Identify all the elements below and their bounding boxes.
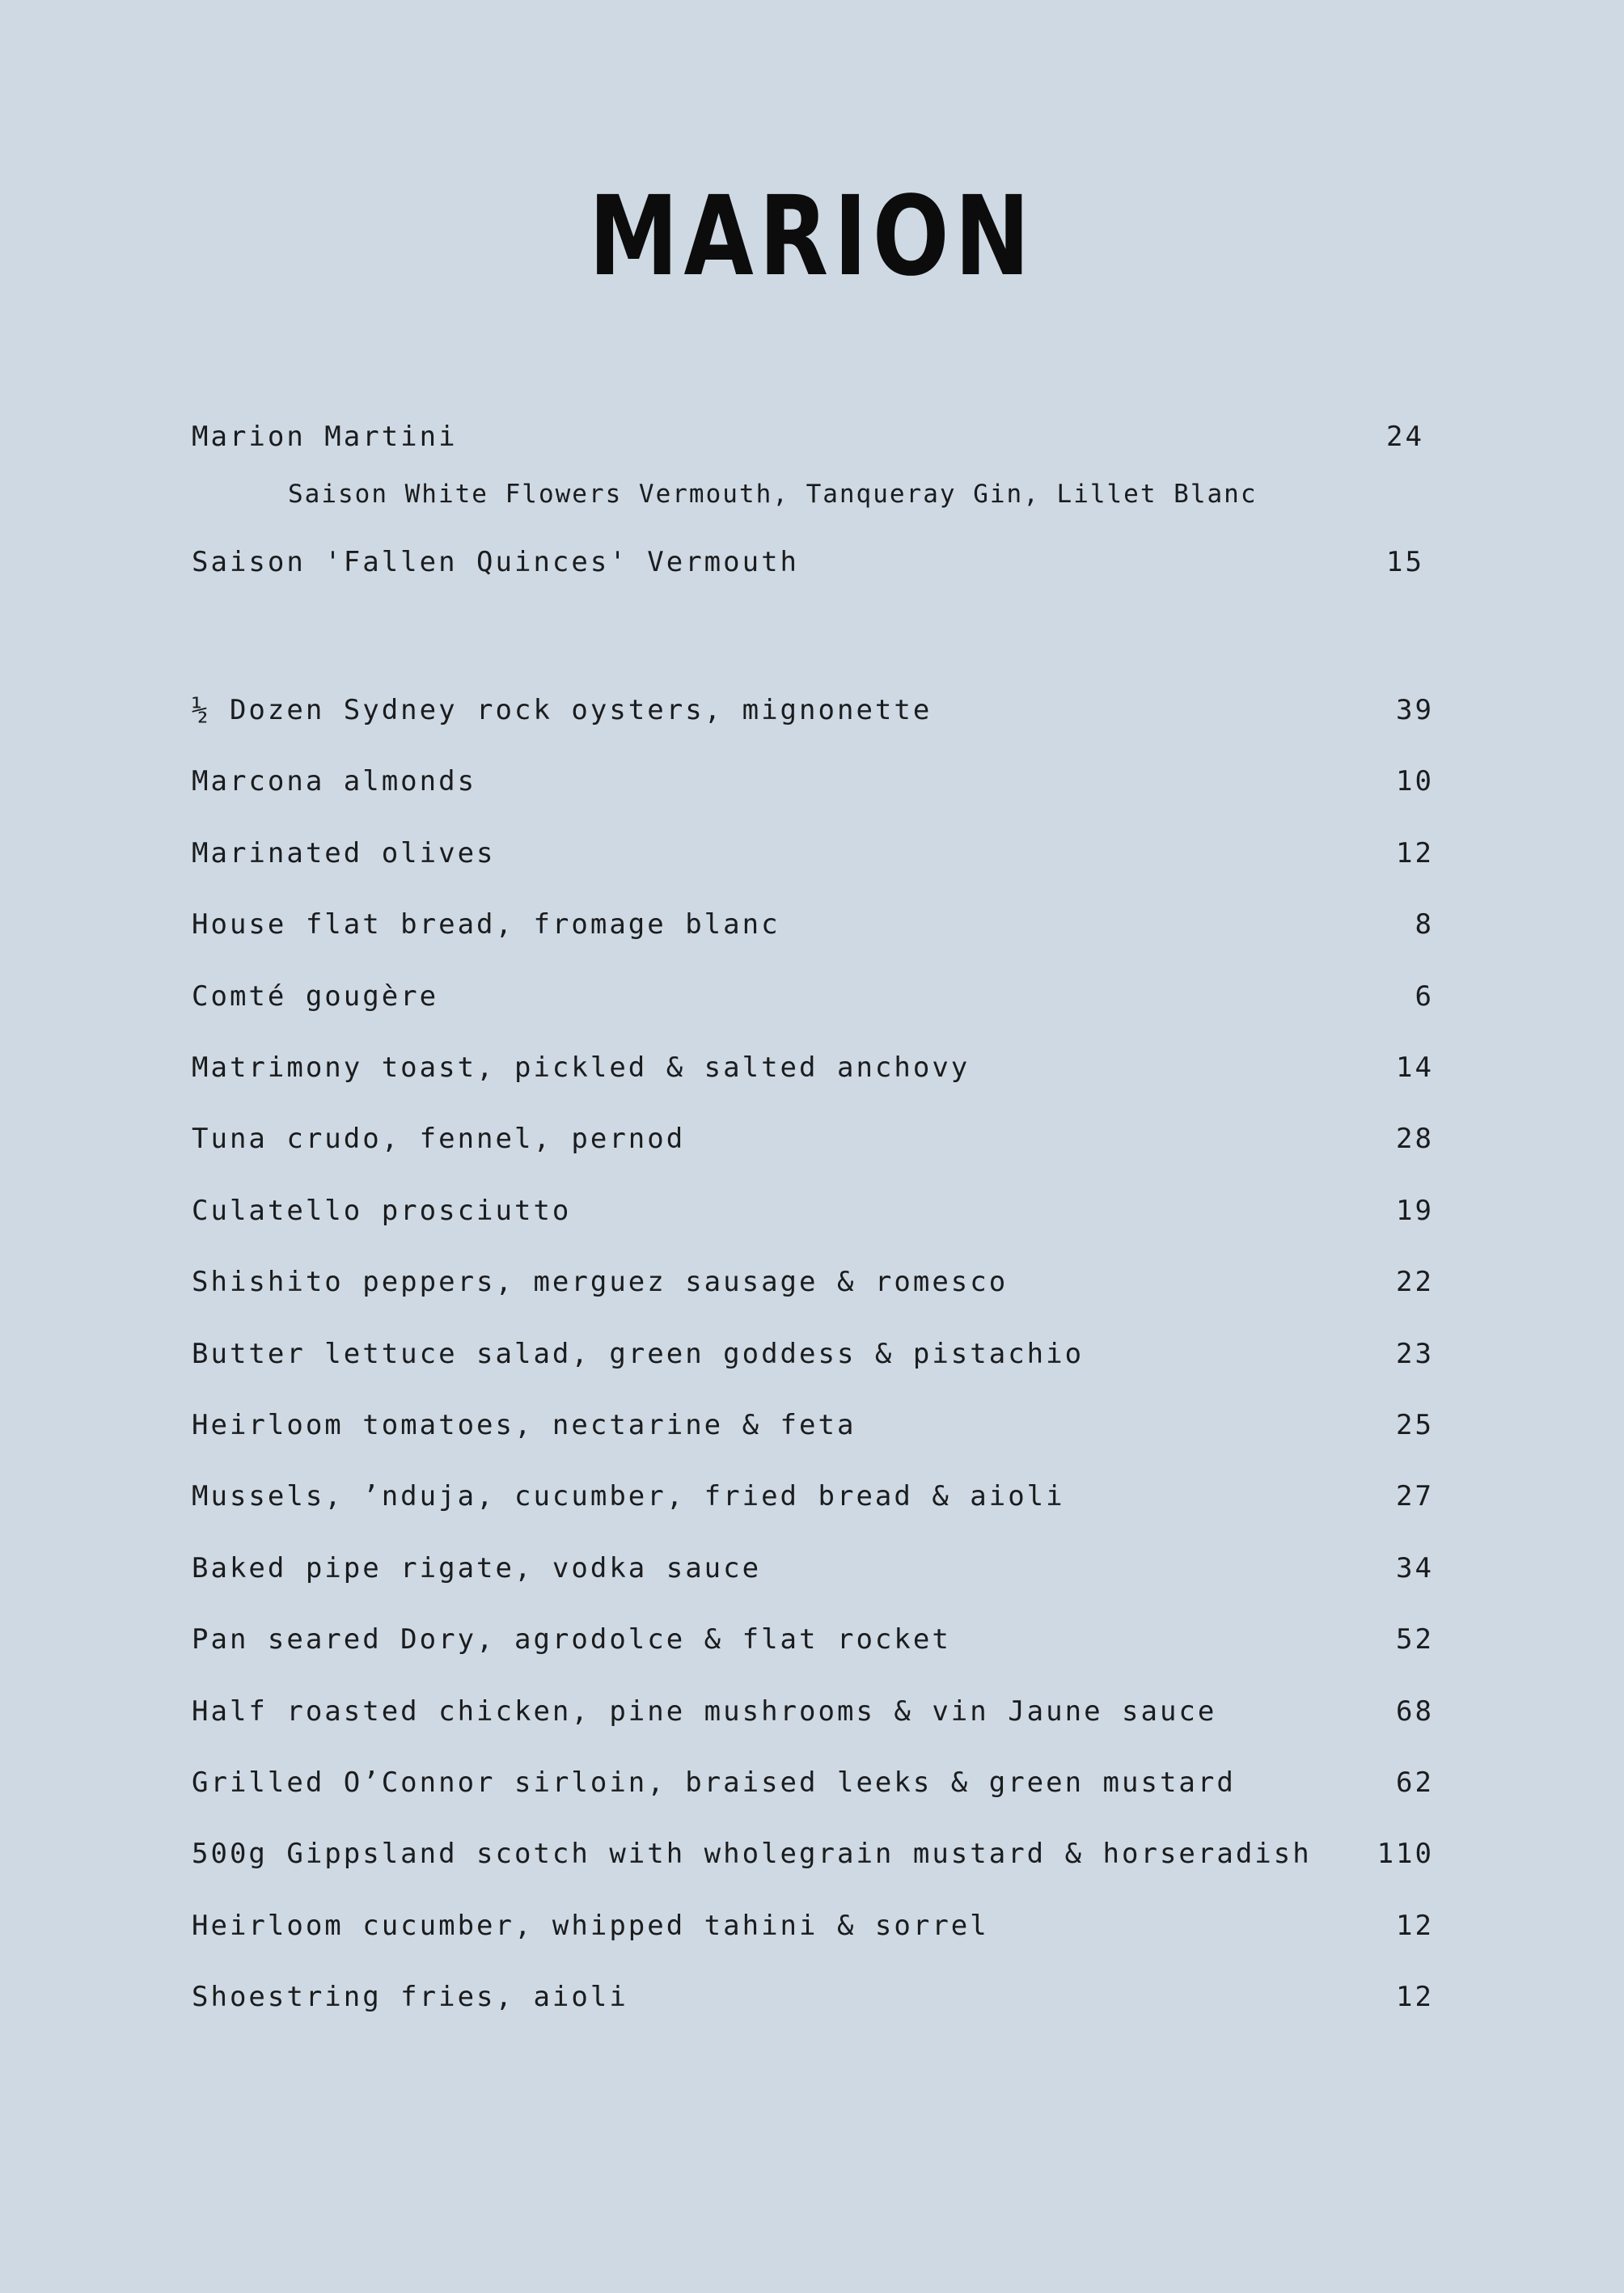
dish-item (192, 1834, 1434, 1874)
dish-item (192, 1119, 1434, 1159)
item-name: Marion Martini (192, 421, 458, 453)
item-price: 25 (1396, 1409, 1434, 1441)
item-price: 22 (1396, 1266, 1434, 1298)
drink-item-vermouth (192, 542, 1434, 582)
item-name: Tuna crudo, fennel, pernod (192, 1123, 686, 1155)
dish-item (192, 1548, 1434, 1589)
item-description: Saison White Flowers Vermouth, Tanqueray Gin, Lillet Blanc (288, 480, 1258, 509)
dish-item (192, 976, 1434, 1017)
item-name: House flat bread, fromage blanc (192, 908, 780, 941)
dish-item (192, 690, 1434, 730)
item-name: Saison 'Fallen Quinces' Vermouth (192, 546, 800, 578)
item-price: 14 (1396, 1051, 1434, 1084)
dish-item (192, 904, 1434, 945)
item-name: Pan seared Dory, agrodolce & flat rocket (192, 1623, 951, 1656)
item-price: 110 (1377, 1838, 1434, 1870)
item-name: ½ Dozen Sydney rock oysters, mignonette (192, 694, 933, 726)
dish-item (192, 1191, 1434, 1231)
item-name: Heirloom cucumber, whipped tahini & sorrel (192, 1910, 989, 1942)
item-price: 28 (1396, 1123, 1434, 1155)
item-name: Culatello prosciutto (192, 1195, 572, 1227)
item-price: 24 (1386, 421, 1424, 453)
dish-item (192, 1262, 1434, 1302)
item-name: Heirloom tomatoes, nectarine & feta (192, 1409, 856, 1441)
menu-title: MARION (588, 173, 1036, 301)
item-name: Shoestring fries, aioli (192, 1981, 628, 2013)
dish-item (192, 1691, 1434, 1732)
item-price: 34 (1396, 1552, 1434, 1584)
dish-item (192, 833, 1434, 874)
item-price: 8 (1415, 908, 1434, 941)
item-name: Half roasted chicken, pine mushrooms & vin Jaune sauce (192, 1695, 1217, 1728)
item-name: Grilled O’Connor sirloin, braised leeks & green mustard (192, 1766, 1236, 1799)
item-name: Matrimony toast, pickled & salted anchovy (192, 1051, 971, 1084)
item-name: Comté gougère (192, 980, 439, 1013)
dish-item (192, 761, 1434, 802)
item-name: Baked pipe rigate, vodka sauce (192, 1552, 762, 1584)
item-price: 52 (1396, 1623, 1434, 1656)
dish-item (192, 1619, 1434, 1660)
dish-item (192, 1334, 1434, 1374)
item-price: 39 (1396, 694, 1434, 726)
item-name: Marinated olives (192, 837, 496, 869)
item-price: 10 (1396, 765, 1434, 797)
item-price: 12 (1396, 1910, 1434, 1942)
item-name: Butter lettuce salad, green goddess & pistachio (192, 1338, 1085, 1370)
item-name: Shishito peppers, merguez sausage & romesco (192, 1266, 1009, 1298)
item-price: 62 (1396, 1766, 1434, 1799)
item-price: 19 (1396, 1195, 1434, 1227)
dish-item (192, 1405, 1434, 1445)
item-price: 12 (1396, 837, 1434, 869)
dish-item (192, 1476, 1434, 1517)
item-price: 68 (1396, 1695, 1434, 1728)
dish-item (192, 1977, 1434, 2017)
item-price: 23 (1396, 1338, 1434, 1370)
item-price: 15 (1386, 546, 1424, 578)
item-name: Marcona almonds (192, 765, 477, 797)
drink-item-martini (192, 417, 1434, 457)
item-price: 12 (1396, 1981, 1434, 2013)
item-price: 6 (1415, 980, 1434, 1013)
item-name: 500g Gippsland scotch with wholegrain mustard & horseradish (192, 1838, 1312, 1870)
item-name: Mussels, ’nduja, cucumber, fried bread & aioli (192, 1480, 1065, 1512)
dish-item (192, 1047, 1434, 1088)
dish-item (192, 1762, 1434, 1803)
item-price: 27 (1396, 1480, 1434, 1512)
dish-item (192, 1906, 1434, 1946)
